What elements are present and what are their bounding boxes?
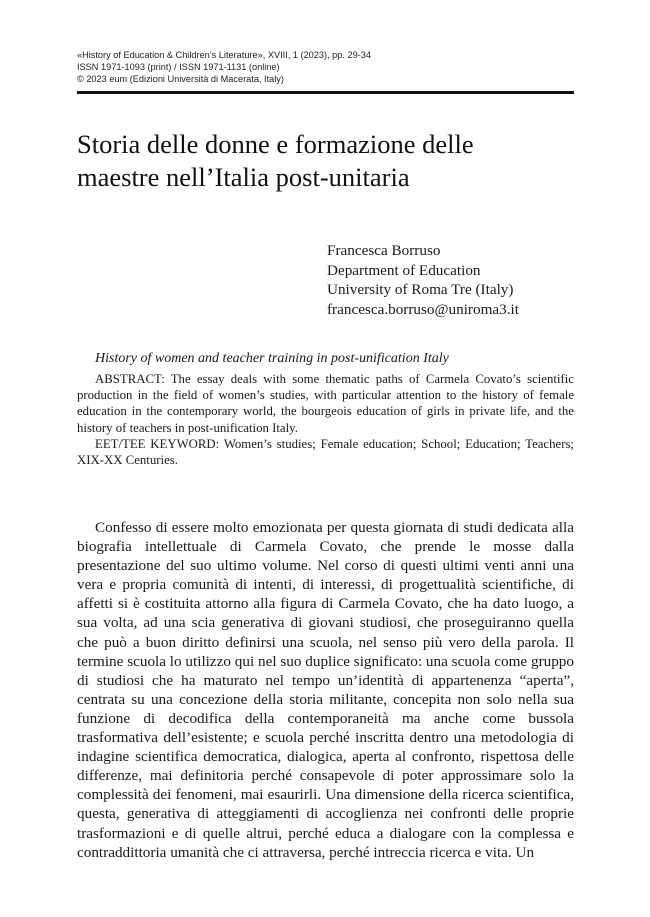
abstract-text: ABSTRACT: The essay deals with some thematic paths of Carmela Covato’s scientific production in the field of women’s studies, with particular attention to the history of female education in the contemporary world, the bourgeois education of girls in private life, and the history of teachers in post-unification Italy. bbox=[77, 371, 574, 435]
journal-reference: «History of Education & Children’s Literature», XVIII, 1 (2023), pp. 29-34 bbox=[77, 50, 371, 60]
header-divider bbox=[77, 91, 574, 94]
copyright-line: © 2023 eum (Edizioni Università di Macerata, Italy) bbox=[77, 74, 284, 85]
article-title bbox=[77, 128, 577, 194]
body-paragraph: Confesso di essere molto emozionata per questa giornata di studi dedicata alla biografia intellettuale di Carmela Covato, che prende le mosse dalla presentazione del suo ultimo volume. Nel corso di questi ultimi venti anni una vera e propria comunità di intenti, di interessi, di progettualità scientifiche, di affetti si è costituita attorno alla figura di Carmela Covato, che ha dato luogo, a sua volta, ad una scia generativa di giovani studiosi, che proseguiranno quella che può a buon diritto definirsi una scuola, nel senso più vero della parola. Il termine scuola lo utilizzo qui nel suo duplice significato: una scuola come gruppo di studiosi che ha maturato nel tempo un’identità di appartenenza “aperta”, centrata su una concezione della storia militante, concepita non solo nella sua funzione di decodifica della contemporaneità ma anche come bussola trasformativa dell’esistente; e scuola perché inscritta dentro una metodologia di indagine scientifica democratica, dialogica, aperta al confronto, rispettosa delle differenze, mai definitoria perché consapevole di poter approssimare solo la complessità dei fenomeni, mai esaurirli. Una dimensione della ricerca scientifica, questa, generativa di atteggiamenti di accoglienza nei confronti delle proprie trasformazioni e di quelle altrui, perché educa a dialogare con la complessa e contraddittoria umanità che ci attraversa, perché intreccia ricerca e vita. Un bbox=[77, 519, 574, 861]
keywords: EET/TEE KEYWORD: Women’s studies; Female education; School; Education; Teachers; XIX-XX Centuries. bbox=[77, 436, 574, 468]
issn-line: ISSN 1971-1093 (print) / ISSN 1971-1131 (online) bbox=[77, 62, 280, 73]
author-department: Department of Education bbox=[327, 261, 481, 279]
author-email[interactable]: francesca.borruso@uniroma3.it bbox=[327, 300, 519, 318]
english-title: History of women and teacher training in post-unification Italy bbox=[95, 351, 449, 366]
author-university: University of Roma Tre (Italy) bbox=[327, 281, 514, 298]
abstract-section bbox=[77, 351, 574, 469]
article-title-line-1: Storia delle donne e formazione delle bbox=[77, 129, 474, 159]
journal-citation-header bbox=[77, 49, 371, 86]
author-affiliation bbox=[327, 241, 519, 319]
article-title-line-2: maestre nell’Italia post-unitaria bbox=[77, 162, 410, 192]
author-name: Francesca Borruso bbox=[327, 242, 441, 259]
